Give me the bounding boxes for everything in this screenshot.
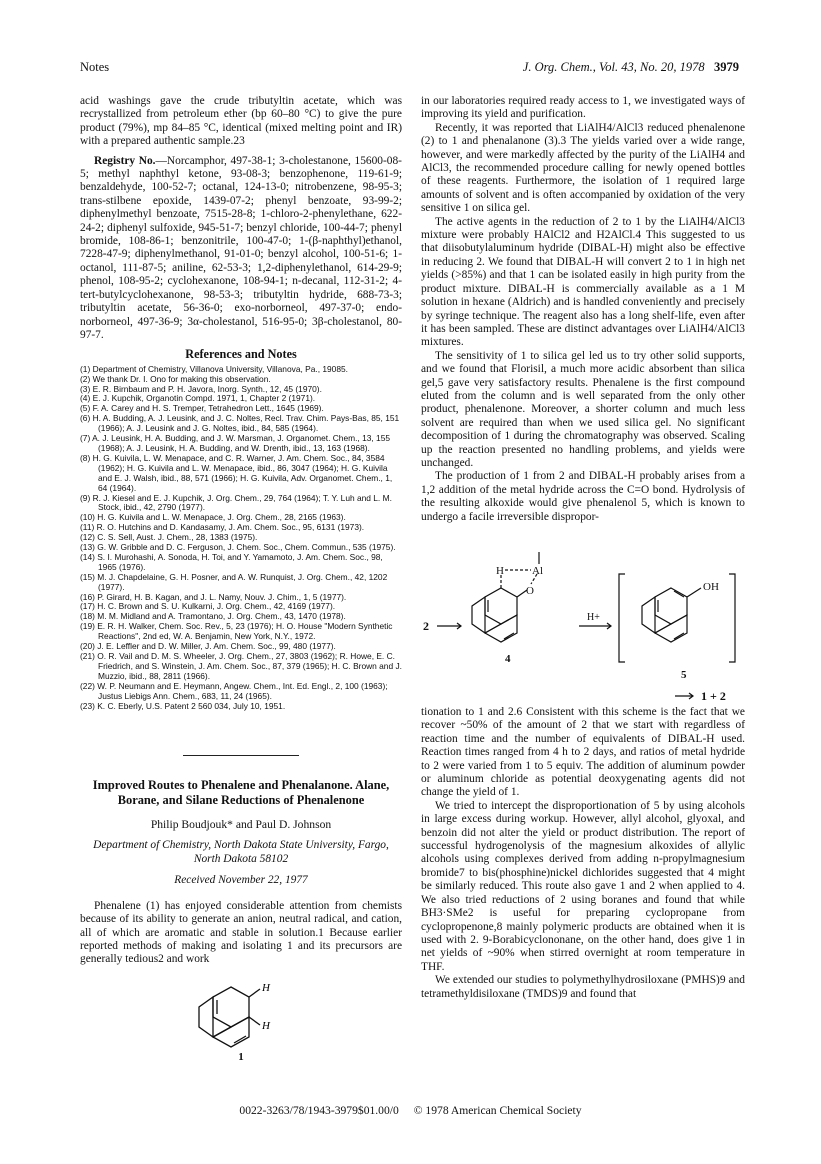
references-heading: References and Notes	[185, 347, 297, 362]
reference-item: (13) G. W. Gribble and D. C. Ferguson, J. Chem. Soc., Chem. Commun., 535 (1975).	[80, 542, 396, 553]
reference-item: (21) O. R. Vail and D. M. S. Wheeler, J. Org. Chem., 27, 3803 (1962); R. Howe, E. C. Friedrich, and S. Winstein, J. Am. Chem. Soc., 87, 379 (1965); H. C. Brown and J. Muzzio, ibid., 88, 2811 (1966).	[80, 651, 402, 681]
reference-item: (1) Department of Chemistry, Villanova University, Villanova, Pa., 19085.	[80, 363, 348, 374]
reference-item: (20) J. E. Leffler and D. W. Miller, J. Am. Chem. Soc., 99, 480 (1977).	[80, 641, 336, 652]
copyright-notice: © 1978 American Chemical Society	[413, 1104, 582, 1117]
page-number: 3979	[714, 60, 739, 74]
left-column	[80, 95, 402, 1064]
phenalene-structure-1	[198, 973, 284, 1055]
reaction-scheme	[421, 530, 745, 702]
scheme-products: 1 + 2	[701, 689, 726, 702]
reference-item: (23) K. C. Eberly, U.S. Patent 2 560 034, July 10, 1951.	[80, 700, 286, 711]
registry-paragraph	[80, 155, 402, 343]
reference-item: (22) W. P. Neumann and E. Heymann, Angew. Chem., Int. Ed. Engl., 2, 100 (1963); Justus Liebigs Ann. Chem., 683, 11, 24 (1965).	[80, 680, 388, 701]
reaction-scheme-drawing	[421, 530, 745, 702]
article-intro-paragraph: Phenalene (1) has enjoyed considerable attention from chemists because of its ability to generate an anion, neutral radical, and cation, all of which are aromatic and stable in solution.1 Because earlier reported methods of making and isolating 1 and its precursors are generally tedious2 and work	[80, 899, 402, 966]
compound-label-4: 4	[505, 653, 511, 665]
reference-item: (18) M. M. Midland and A. Tramontano, J. Org. Chem., 43, 1470 (1978).	[80, 611, 346, 622]
reference-item: (5) F. A. Carey and H. S. Tremper, Tetrahedron Lett., 1645 (1969).	[80, 403, 324, 414]
article-affiliation: Department of Chemistry, North Dakota State University, Fargo, North Dakota 58102	[93, 838, 389, 865]
reference-item: (10) H. G. Kuivila and L. W. Menapace, J. Org. Chem., 28, 2165 (1963).	[80, 512, 346, 523]
reference-item: (17) H. C. Brown and S. U. Kulkarni, J. Org. Chem., 42, 4169 (1977).	[80, 601, 336, 612]
body-paragraph: We extended our studies to polymethylhydrosiloxane (PMHS)9 and tetramethyldisiloxane (TMDS)9 and found that	[421, 974, 745, 1000]
registry-label: Registry No.	[94, 154, 156, 167]
body-paragraph: We tried to intercept the disproportionation of 5 by using alcohols in large excess during workup. However, allyl alcohol, glyoxal, and benzoin did not alter the yield or product distribution. The report of successful hydrogenolysis of the magnesium alkoxides of allylic alcohols using complexes derived from adding n-propylmagnesium bromide7 to bis(phosphine)nickel dichlorides suggested that 4 might be similarly reduced. This route also gave 1 and 2 when applied to 4. We also tried reductions of 2 using boranes and found that while BH3·SMe2 is useful for preparing cyclopropane from cyclopropenone,8 mainly polymeric products are obtained when it is used with 2. 9-Borabicyclononane, on the other hand, does give 1 in net yields of ~90% when stirred overnight at room temperature in THF.	[421, 799, 745, 973]
phenalenol-structure-5	[642, 588, 701, 642]
compound-label-1: 1	[238, 1050, 244, 1063]
reference-item: (12) C. S. Sell, Aust. J. Chem., 28, 1383 (1975).	[80, 532, 258, 543]
hydrogen-label: H	[496, 565, 504, 577]
right-column	[421, 95, 745, 1001]
journal-citation: J. Org. Chem., Vol. 43, No. 20, 1978	[522, 60, 705, 74]
references-list	[80, 365, 402, 712]
reference-item: (7) A. J. Leusink, H. A. Budding, and J. W. Marsman, J. Organomet. Chem., 13, 155 (1968); A. J. Leusink, H. A. Budding, and W. Drenth, ibid., 13, 163 (1968).	[80, 433, 391, 453]
reference-item: (6) H. A. Budding, A. J. Leusink, and J. C. Noltes, Recl. Trav. Chim. Pays-Bas, 85, 151 (1966); A. J. Leusink and J. G. Noltes, ibid., 84, 585 (1964).	[80, 413, 400, 434]
hydrogen-label: H	[262, 981, 270, 994]
reference-item: (11) R. O. Hutchins and D. Kandasamy, J. Am. Chem. Soc., 95, 6131 (1973).	[80, 522, 365, 533]
body-paragraph: in our laboratories required ready access to 1, we investigated ways of improving its yield and purification.	[421, 95, 745, 121]
body-paragraph: The sensitivity of 1 to silica gel led us to try other solid supports, and we found that Florisil, a much more acidic absorbent than silica gel,5 gave very satisfactory results. Phenalene is the first compound eluted from the column and is well separated from the only other product, phenalenone. Moreover, a shorter column and much less solvent are required than when we used silica gel. No significant decomposition of 1 during the chromatography was observed. Scaling up the reaction presented no handling problems, and yields were unchanged.	[421, 349, 745, 469]
section-divider	[183, 755, 299, 756]
alkoxide-structure-4	[472, 552, 539, 642]
reference-item: (2) We thank Dr. I. Ono for making this observation.	[80, 373, 271, 384]
body-paragraph: Recently, it was reported that LiAlH4/AlCl3 reduced phenalenone (2) to 1 and phenalanone (3).3 The yields varied over a wide range, however, and were markedly affected by the purity of the LiAlH4 and AlCl3, the recommended procedure calling for newly opened bottles of these reagents. Furthermore, the isolation of 1 required large amounts of solvent and is often accompanied by oxidation of the very sensitive 1 on silica gel.	[421, 121, 745, 215]
reference-item: (8) H. G. Kuivila, L. W. Menapace, and C. R. Warner, J. Am. Chem. Soc., 84, 3584 (1962); H. G. Kuivila and L. W. Menapace, ibid., 86, 3047 (1964); H. G. Kuivila and E. J. Walsh, ibid., 88, 571 (1966); H. G. Kuivila, Adv. Organomet. Chem., 1, 64 (1964).	[80, 452, 393, 493]
running-header-section: Notes	[80, 60, 110, 74]
reference-item: (4) E. J. Kupchik, Organotin Compd. 1971, 1, Chapter 2 (1971).	[80, 393, 316, 404]
received-date: Received November 22, 1977	[174, 874, 308, 887]
reference-item: (14) S. I. Murohashi, A. Sonoda, H. Toi, and Y. Yamamoto, J. Am. Chem. Soc., 98, 1965 (1976).	[80, 551, 383, 572]
scheme-start-compound-2: 2	[423, 619, 429, 633]
page-footer	[0, 1104, 821, 1117]
hydrogen-label: H	[262, 1019, 270, 1032]
aluminum-label: Al	[532, 565, 543, 577]
reference-item: (16) P. Girard, H. B. Kagan, and J. L. Namy, Nouv. J. Chim., 1, 5 (1977).	[80, 591, 347, 602]
reference-item: (15) M. J. Chapdelaine, G. H. Posner, and A. W. Runquist, J. Org. Chem., 42, 1202 (1977).	[80, 571, 388, 592]
registry-list: —Norcamphor, 497-38-1; 3-cholestanone, 15600-08-5; methyl naphthyl ketone, 93-08-3; benzophenone, 119-61-9; benzaldehyde, 100-52-7; octanal, 124-13-0; nitrobenzene, 98-95-3; trans-stilbene epoxide, 1439-07-2; phenyl benzoate, 93-99-2; diphenylmethyl benzoate, 7515-28-8; 1-chloro-2-phenylethane, 622-24-2; diphenyl sulfoxide, 945-51-7; benzyl chloride, 100-44-7; phenyl bromide, 108-86-1; benzonitrile, 100-47-0; 1-(β-naphthyl)ethanol, 7228-47-9; diphenylmethanol, 91-01-0; benzyl alcohol, 100-51-6; 1-octanol, 111-87-5; aniline, 62-53-3; 1,2-diphenylethanol, 614-29-9; phenol, 108-95-2; cyclohexanone, 108-94-1; n-decanal, 112-31-2; 4-tert-butylcyclohexanone, 98-53-3; tributyltin hydride, 688-73-3; tributyltin acetate, 56-36-0; exo-norborneol, 497-37-0; endo-norborneol, 497-36-9; 3α-cholestanol, 516-95-0; 3β-cholestanol, 80-97-7.	[80, 154, 402, 341]
reference-item: (3) E. R. Birnbaum and P. H. Javora, Inorg. Synth., 12, 45 (1970).	[80, 383, 322, 394]
reagent-label: H+	[587, 612, 600, 623]
reference-item: (9) R. J. Kiesel and E. J. Kupchik, J. Org. Chem., 29, 764 (1964); T. Y. Luh and L. M. Stock, ibid., 42, 2790 (1977).	[80, 492, 392, 513]
article-authors: Philip Boudjouk* and Paul D. Johnson	[150, 818, 332, 832]
hydroxyl-label: OH	[703, 581, 719, 593]
running-header-journal	[523, 60, 739, 75]
oxygen-label: O	[526, 585, 534, 597]
body-paragraph: The active agents in the reduction of 2 to 1 by the LiAlH4/AlCl3 mixture were probably HAlCl2 and H2AlCl.4 This suggested to us that diisobutylaluminum hydride (DIBAL-H) might also be effective in reducing 2. We found that DIBAL-H will convert 2 to 1 in high net yields (>85%) and that 1 can be isolated easily in high purity from the product mixture. DIBAL-H is commercially available as a 1 M solution in hexane (Aldrich) and is handled conveniently and precisely by syringe technique. The reagent also has a long shelf-life, even after it has been sampled. These are distinct advantages over LiAlH4/AlCl3 mixtures.	[421, 215, 745, 349]
article-code: 0022-3263/78/1943-3979$01.00/0	[239, 1104, 399, 1117]
body-paragraph: The production of 1 from 2 and DIBAL-H probably arises from a 1,2 addition of the metal hydride across the C=O bond. Hydrolysis of the resulting alkoxide would give phenalenol 5, which is known to undergo a facile irreversible dispropor-	[421, 470, 745, 523]
experimental-end-paragraph: acid washings gave the crude tributyltin acetate, which was recrystallized from petroleum ether (bp 60–80 °C) to give the pure product (79%), mp 84–85 °C, identical (mixed melting point and IR) with a prepared authentic sample.23	[80, 95, 402, 148]
reference-item: (19) E. R. H. Walker, Chem. Soc. Rev., 5, 23 (1976); H. O. House "Modern Synthetic Reactions", 2nd ed, W. A. Benjamin, New York, N.Y., 1972.	[80, 621, 393, 642]
compound-label-5: 5	[681, 669, 687, 681]
body-paragraph: tionation to 1 and 2.6 Consistent with this scheme is the fact that we recover ~50% of the amount of 2 that we start with regardless of reaction time and the number of equivalents of DIBAL-H used. Reaction times ranged from 4 h to 2 days, and ratios of metal hydride to 2 were varied from 1 to 5 equiv. The addition of aluminum powder or aluminum chloride as potential deoxygenating agents did not change the yield of 1.	[421, 706, 745, 799]
article-title: Improved Routes to Phenalene and Phenalanone. Alane, Borane, and Silane Reductions of Phenalenone	[92, 778, 390, 808]
